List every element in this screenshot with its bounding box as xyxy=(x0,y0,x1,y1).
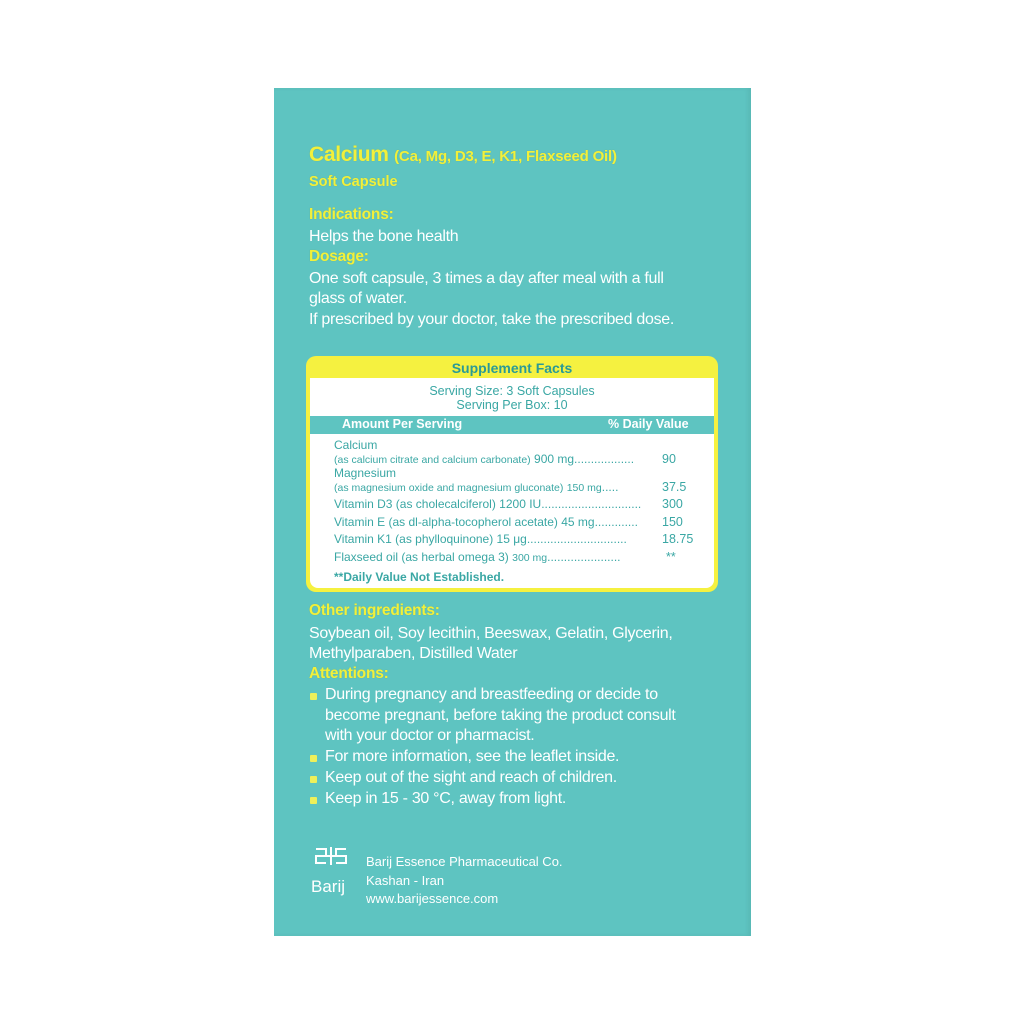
attentions-heading: Attentions: xyxy=(309,665,389,682)
daily-value-note: **Daily Value Not Established. xyxy=(334,570,505,584)
product-title xyxy=(309,143,617,167)
fact-row-vitamin-k1-dv: 18.75 xyxy=(662,532,694,546)
fact-row-magnesium-name: Magnesium xyxy=(334,466,397,480)
other-ingredients-line-1: Soybean oil, Soy lecithin, Beeswax, Gelatin, Glycerin, xyxy=(309,625,673,642)
barij-logo-word: Barij xyxy=(311,877,346,896)
col-daily-value: % Daily Value xyxy=(608,417,689,431)
manufacturer-location: Kashan - Iran xyxy=(366,873,445,888)
fact-row-vitamin-d3-dv: 300 xyxy=(662,497,683,511)
serving-per-box: Serving Per Box: 10 xyxy=(456,398,568,412)
dosage-heading: Dosage: xyxy=(309,248,369,265)
fact-row-vitamin-e: Vitamin E (as dl-alpha-tocopherol acetate) 45 mg............. xyxy=(334,515,638,529)
dosage-line-2: glass of water. xyxy=(309,290,407,307)
other-ingredients-line-2: Methylparaben, Distilled Water xyxy=(309,645,518,662)
fact-row-calcium-dv: 90 xyxy=(662,452,676,466)
product-box-back xyxy=(274,88,751,936)
attention-item-3: Keep out of the sight and reach of children. xyxy=(325,769,617,786)
barij-logo-icon xyxy=(314,846,348,878)
attention-item-1-line-1: During pregnancy and breastfeeding or decide to xyxy=(325,686,658,703)
supplement-facts-panel xyxy=(306,356,718,592)
product-name-detail: (Ca, Mg, D3, E, K1, Flaxseed Oil) xyxy=(394,148,617,165)
fact-row-calcium-name: Calcium xyxy=(334,438,378,452)
dosage-line-3: If prescribed by your doctor, take the prescribed dose. xyxy=(309,311,675,328)
fact-row-vitamin-k1: Vitamin K1 (as phylloquinone) 15 μg.............................. xyxy=(334,532,627,546)
facts-column-header xyxy=(310,416,714,434)
attention-item-4: Keep in 15 - 30 °C, away from light. xyxy=(325,790,567,807)
bullet-icon xyxy=(310,776,317,783)
other-ingredients-heading: Other ingredients: xyxy=(309,602,440,619)
attention-item-2: For more information, see the leaflet inside. xyxy=(325,748,620,765)
product-name: Calcium xyxy=(309,143,389,166)
fact-row-vitamin-d3: Vitamin D3 (as cholecalciferol) 1200 IU.............................. xyxy=(334,497,642,511)
attention-item-1-line-2: become pregnant, before taking the product consult xyxy=(325,707,676,724)
bullet-icon xyxy=(310,755,317,762)
manufacturer-website: www.barijessence.com xyxy=(366,891,499,906)
attention-item-1-line-3: with your doctor or pharmacist. xyxy=(325,727,535,744)
bullet-icon xyxy=(310,797,317,804)
col-amount-per-serving: Amount Per Serving xyxy=(342,417,463,431)
supplement-facts-title: Supplement Facts xyxy=(451,360,573,376)
fact-row-magnesium-dv: 37.5 xyxy=(662,480,687,494)
fact-row-flaxseed-dv: ** xyxy=(666,550,676,564)
product-form: Soft Capsule xyxy=(309,174,398,190)
manufacturer-name: Barij Essence Pharmaceutical Co. xyxy=(366,854,563,869)
dosage-line-1: One soft capsule, 3 times a day after meal with a full xyxy=(309,270,664,287)
fact-row-flaxseed: Flaxseed oil (as herbal omega 3) 300 mg...................... xyxy=(334,550,621,564)
fact-row-calcium-detail: (as calcium citrate and calcium carbonate) 900 mg.................. xyxy=(334,452,635,466)
indications-heading: Indications: xyxy=(309,206,394,223)
serving-size: Serving Size: 3 Soft Capsules xyxy=(429,384,595,398)
indications-text: Helps the bone health xyxy=(309,228,459,245)
fact-row-vitamin-e-dv: 150 xyxy=(662,515,683,529)
bullet-icon xyxy=(310,693,317,700)
fact-row-magnesium-detail: (as magnesium oxide and magnesium gluconate) 150 mg..... xyxy=(334,480,619,494)
